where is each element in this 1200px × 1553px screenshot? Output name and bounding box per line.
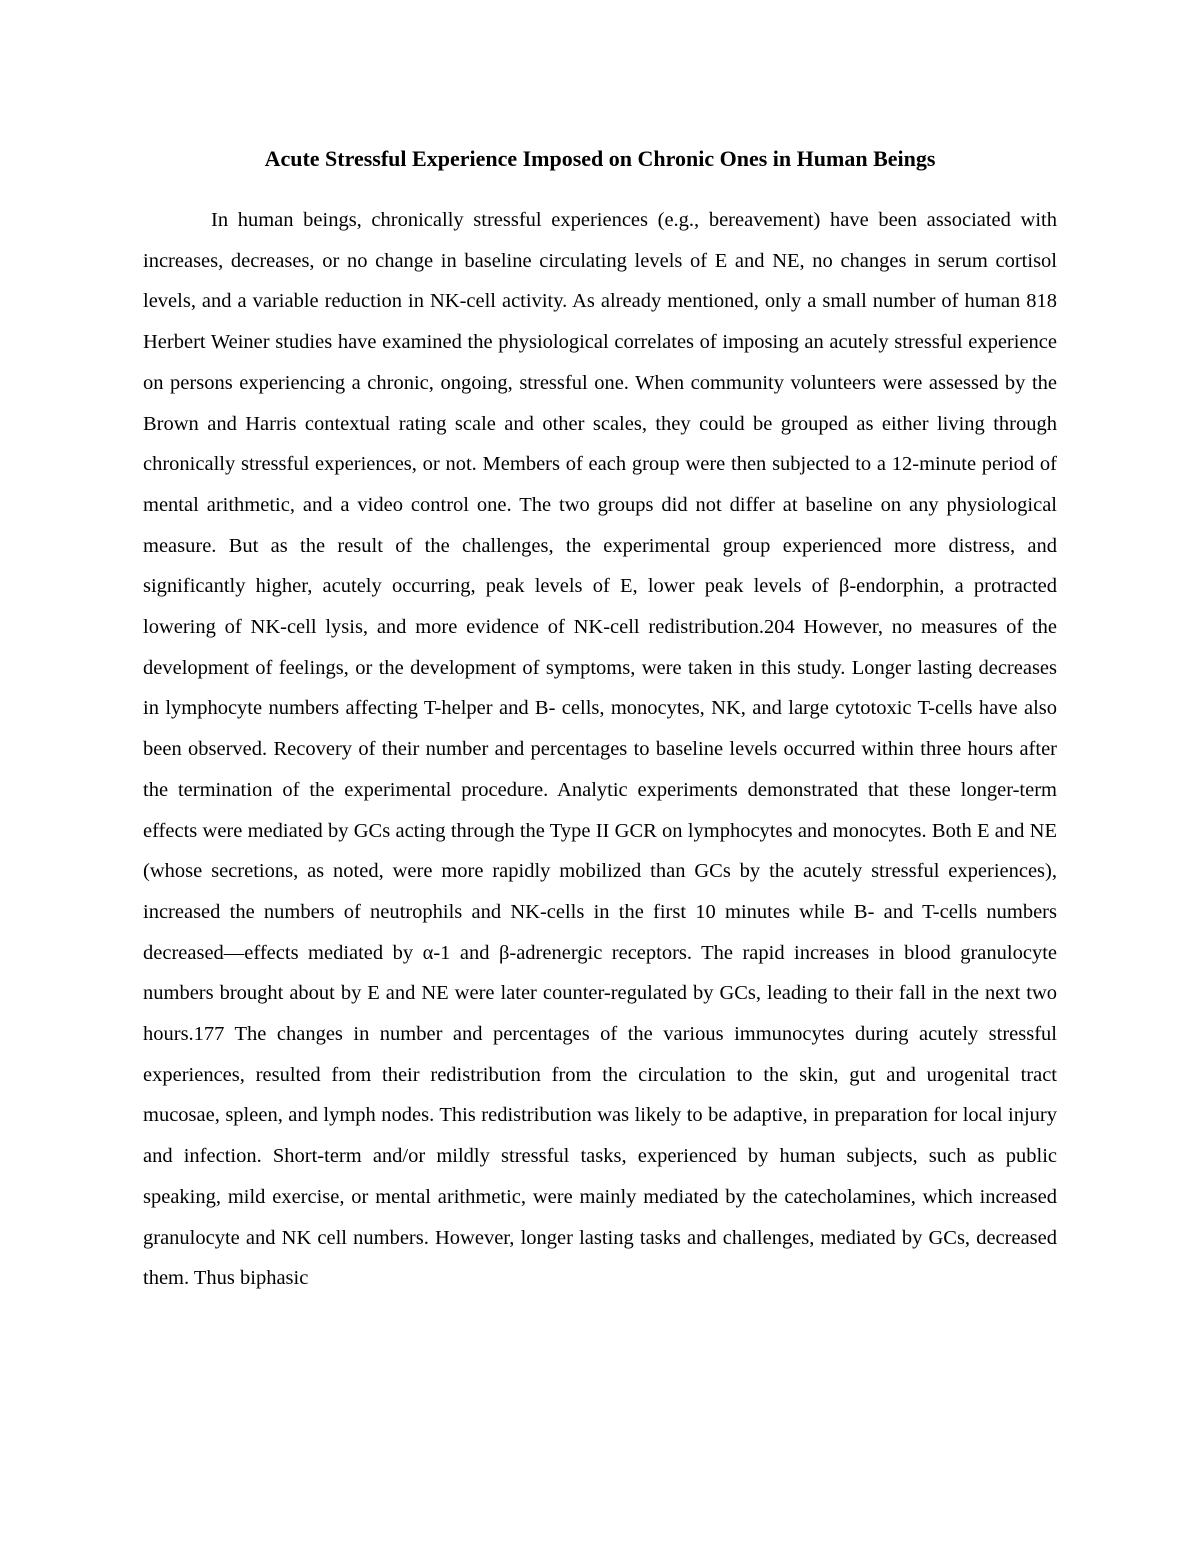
- document-title: Acute Stressful Experience Imposed on Chronic Ones in Human Beings: [264, 146, 936, 171]
- body-paragraph: In human beings, chronically stressful experiences (e.g., bereavement) have been associated with increases, decreases, or no change in baseline circulating levels of E and NE, no changes in serum cortisol levels, and a variable reduction in NK-cell activity. As already mentioned, only a small number of human 818 Herbert Weiner studies have examined the physiological correlates of imposing an acutely stressful experience on persons experiencing a chronic, ongoing, stressful one. When community volunteers were assessed by the Brown and Harris contextual rating scale and other scales, they could be grouped as either living through chronically stressful experiences, or not. Members of each group were then subjected to a 12-minute period of mental arithmetic, and a video control one. The two groups did not differ at baseline on any physiological measure. But as the result of the challenges, the experimental group experienced more distress, and significantly higher, acutely occurring, peak levels of E, lower peak levels of β-endorphin, a protracted lowering of NK-cell lysis, and more evidence of NK-cell redistribution.204 However, no measures of the development of feelings, or the development of symptoms, were taken in this study. Longer lasting decreases in lymphocyte numbers affecting T-helper and B- cells, monocytes, NK, and large cytotoxic T-cells have also been observed. Recovery of their number and percentages to baseline levels occurred within three hours after the termination of the experimental procedure. Analytic experiments demonstrated that these longer-term effects were mediated by GCs acting through the Type II GCR on lymphocytes and monocytes. Both E and NE (whose secretions, as noted, were more rapidly mobilized than GCs by the acutely stressful experiences), increased the numbers of neutrophils and NK-cells in the first 10 minutes while B- and T-cells numbers decreased—effects mediated by α-1 and β-adrenergic receptors. The rapid increases in blood granulocyte numbers brought about by E and NE were later counter-regulated by GCs, leading to their fall in the next two hours.177 The changes in number and percentages of the various immunocytes during acutely stressful experiences, resulted from their redistribution from the circulation to the skin, gut and urogenital tract mucosae, spleen, and lymph nodes. This redistribution was likely to be adaptive, in preparation for local injury and infection. Short-term and/or mildly stressful tasks, experienced by human subjects, such as public speaking, mild exercise, or mental arithmetic, were mainly mediated by the catecholamines, which increased granulocyte and NK cell numbers. However, longer lasting tasks and challenges, mediated by GCs, decreased them. Thus biphasic: [143, 209, 1057, 1290]
